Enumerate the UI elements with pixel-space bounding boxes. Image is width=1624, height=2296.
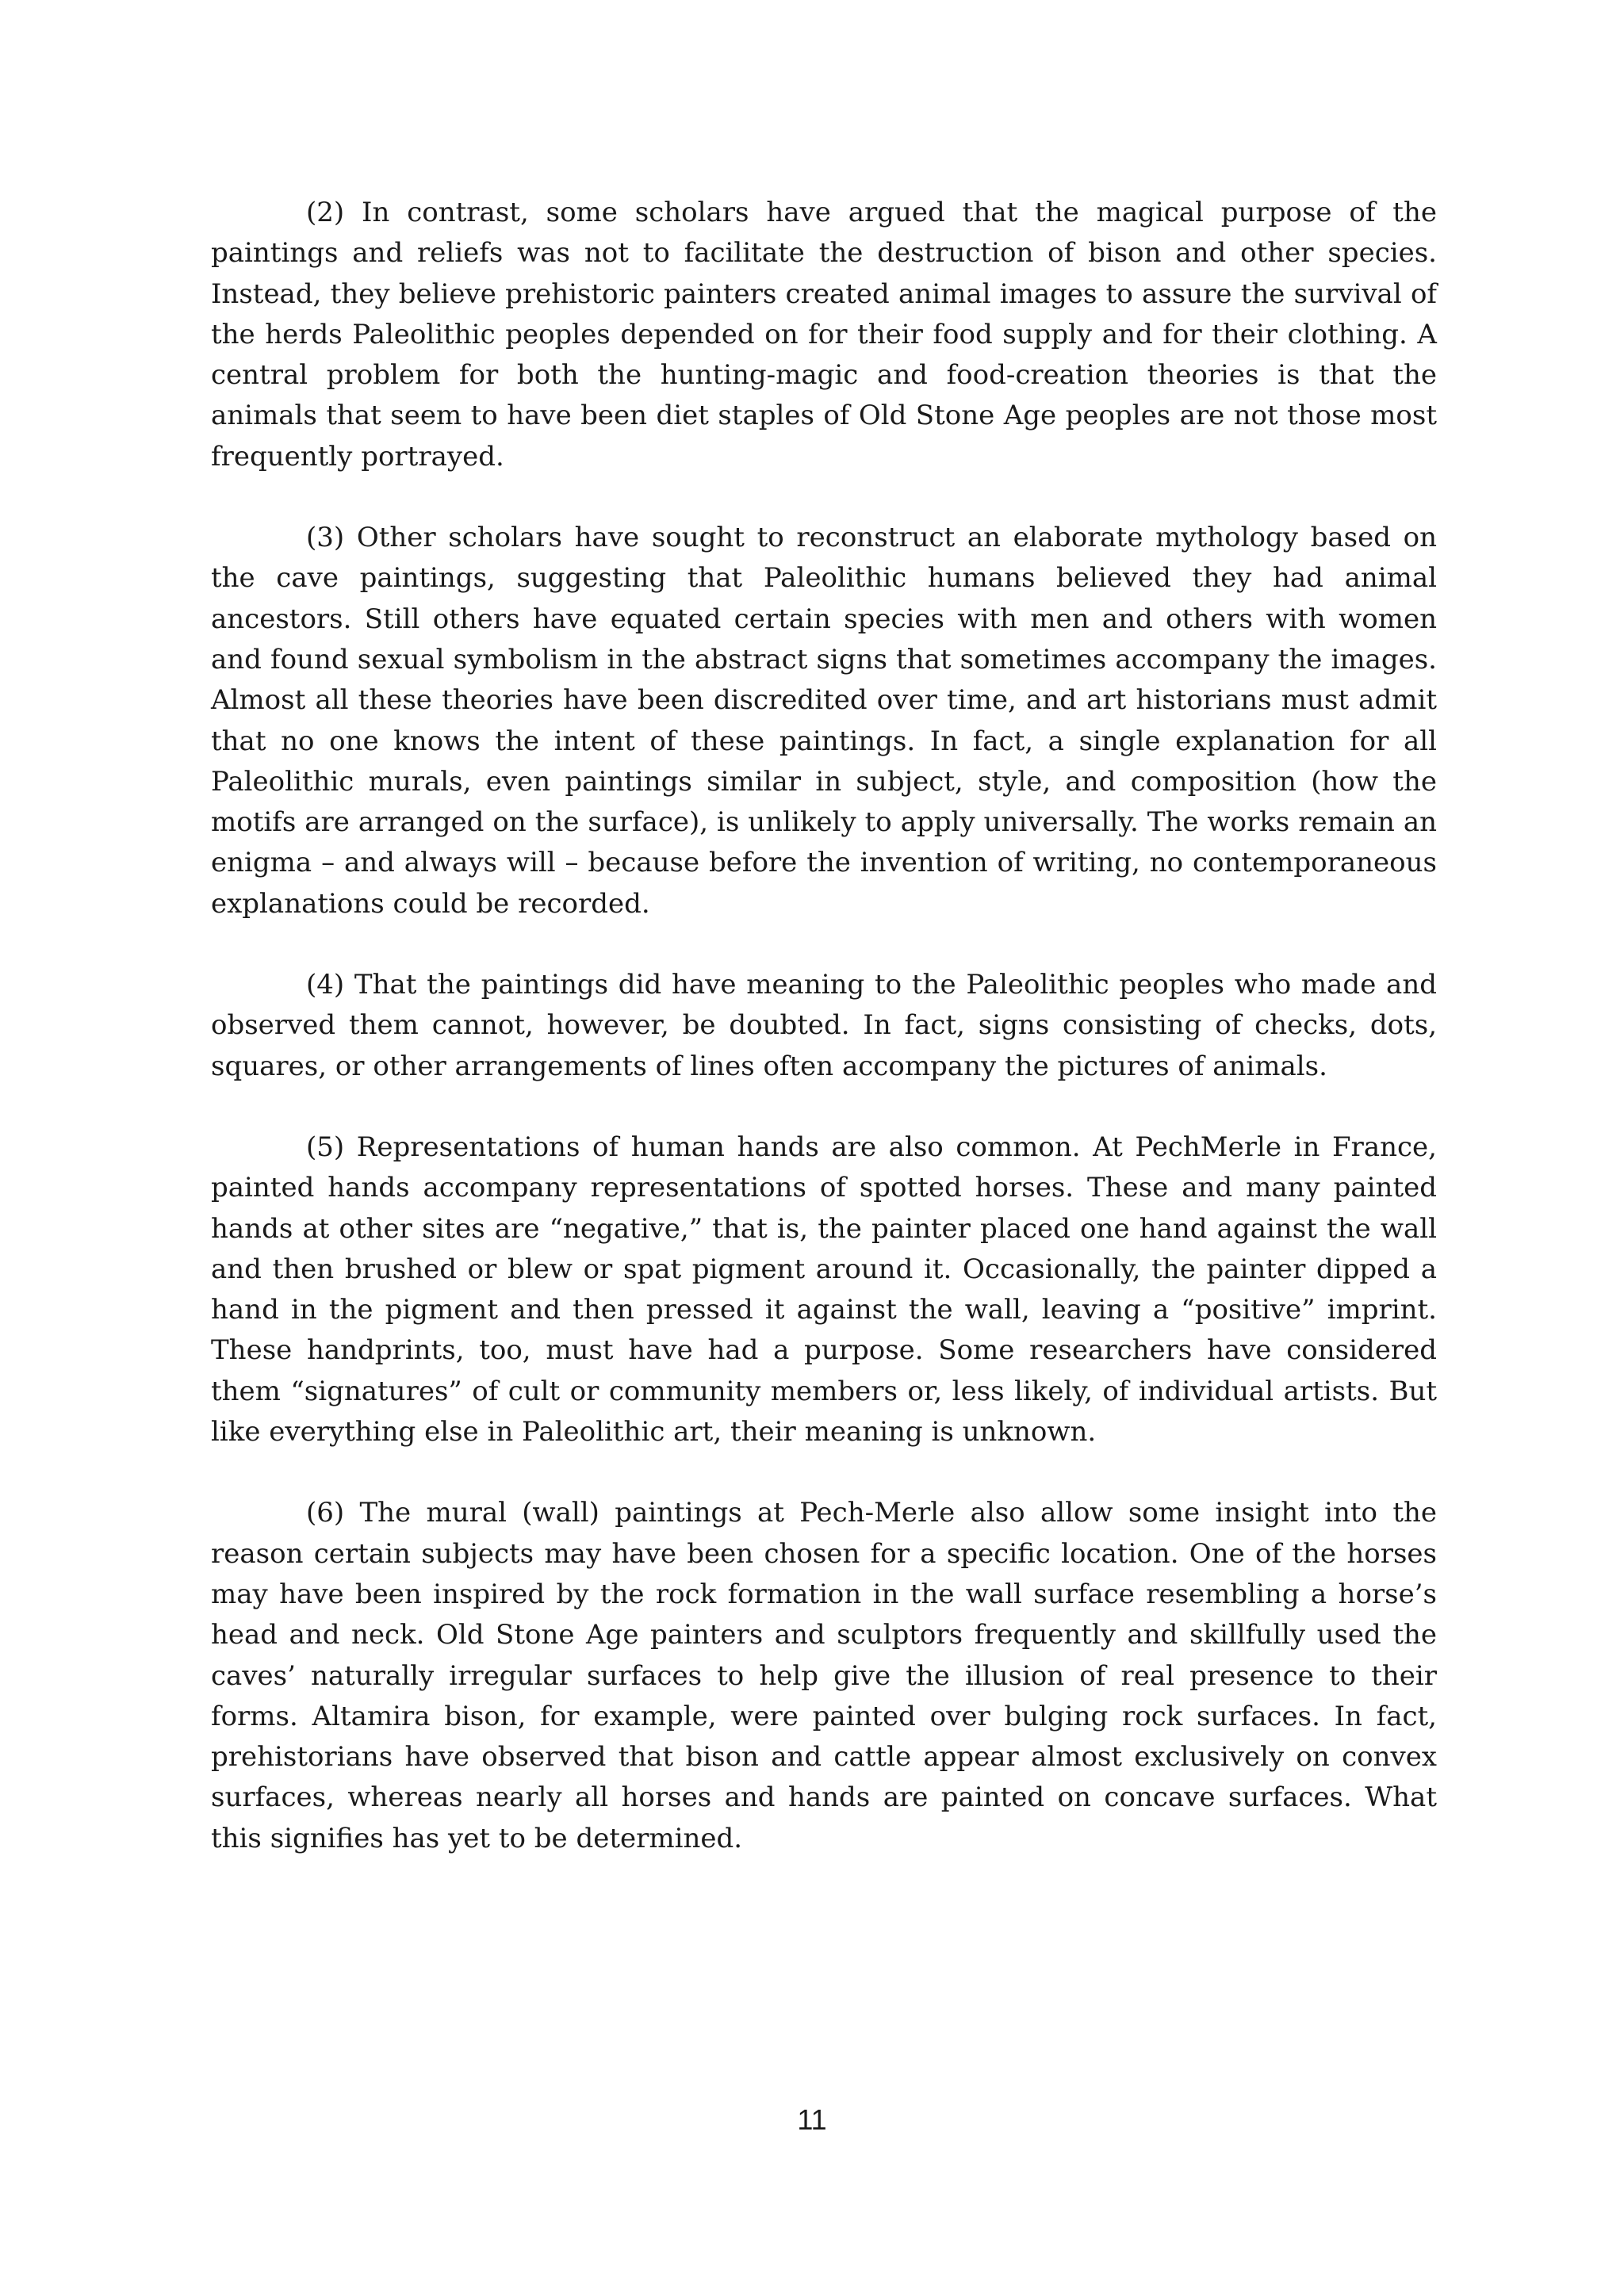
- paragraph-2: (2) In contrast, some scholars have argued that the magical purpose of the paintings and reliefs was not to facilitate the destruction of bison and other species. Instead, they believe prehistoric painters created animal images to assure the survival of the herds Paleolithic peoples depended on for their food supply and for their clothing. A central problem for both the hunting-magic and food-creation theories is that the animals that seem to have been diet staples of Old Stone Age peoples are not those most frequently portrayed.: [211, 197, 1437, 473]
- paragraph-5: (5) Representations of human hands are also common. At PechMerle in France, painted hands accompany representations of spotted horses. These and many painted hands at other sites are “negative,” that is, the painter placed one hand against the wall and then brushed or blew or spat pigment around it. Occasionally, the painter dipped a hand in the pigment and then pressed it against the wall, leaving a “positive” imprint. These handprints, too, must have had a purpose. Some researchers have considered them “signatures” of cult or community members or, less likely, of individual artists. But like everything else in Paleolithic art, their meaning is unknown.: [211, 1131, 1437, 1448]
- page-number: 11: [797, 2103, 827, 2136]
- paragraph-4: (4) That the paintings did have meaning to the Paleolithic peoples who made and observed them cannot, however, be doubted. In fact, signs consisting of checks, dots, squares, or other arrangements of lines often accompany the pictures of animals.: [211, 969, 1437, 1082]
- paragraph-6: (6) The mural (wall) paintings at Pech-Merle also allow some insight into the reason certain subjects may have been chosen for a specific location. One of the horses may have been inspired by the rock formation in the wall surface resembling a horse’s head and neck. Old Stone Age painters and sculptors frequently and skillfully used the caves’ naturally irregular surfaces to help give the illusion of real presence to their forms. Altamira bison, for example, were painted over bulging rock surfaces. In fact, prehistorians have observed that bison and cattle appear almost exclusively on convex surfaces, whereas nearly all horses and hands are painted on concave surfaces. What this signifies has yet to be determined.: [211, 1497, 1437, 1854]
- paragraph-3: (3) Other scholars have sought to reconstruct an elaborate mythology based on the cave paintings, suggesting that Paleolithic humans believed they had animal ancestors. Still others have equated certain species with men and others with women and found sexual symbolism in the abstract signs that sometimes accompany the images. Almost all these theories have been discredited over time, and art historians must admit that no one knows the intent of these paintings. In fact, a single explanation for all Paleolithic murals, even paintings similar in subject, style, and composition (how the motifs are arranged on the surface), is unlikely to apply universally. The works remain an enigma – and always will – because before the invention of writing, no contemporaneous explanations could be recorded.: [211, 522, 1437, 920]
- body-text: [211, 193, 1437, 1900]
